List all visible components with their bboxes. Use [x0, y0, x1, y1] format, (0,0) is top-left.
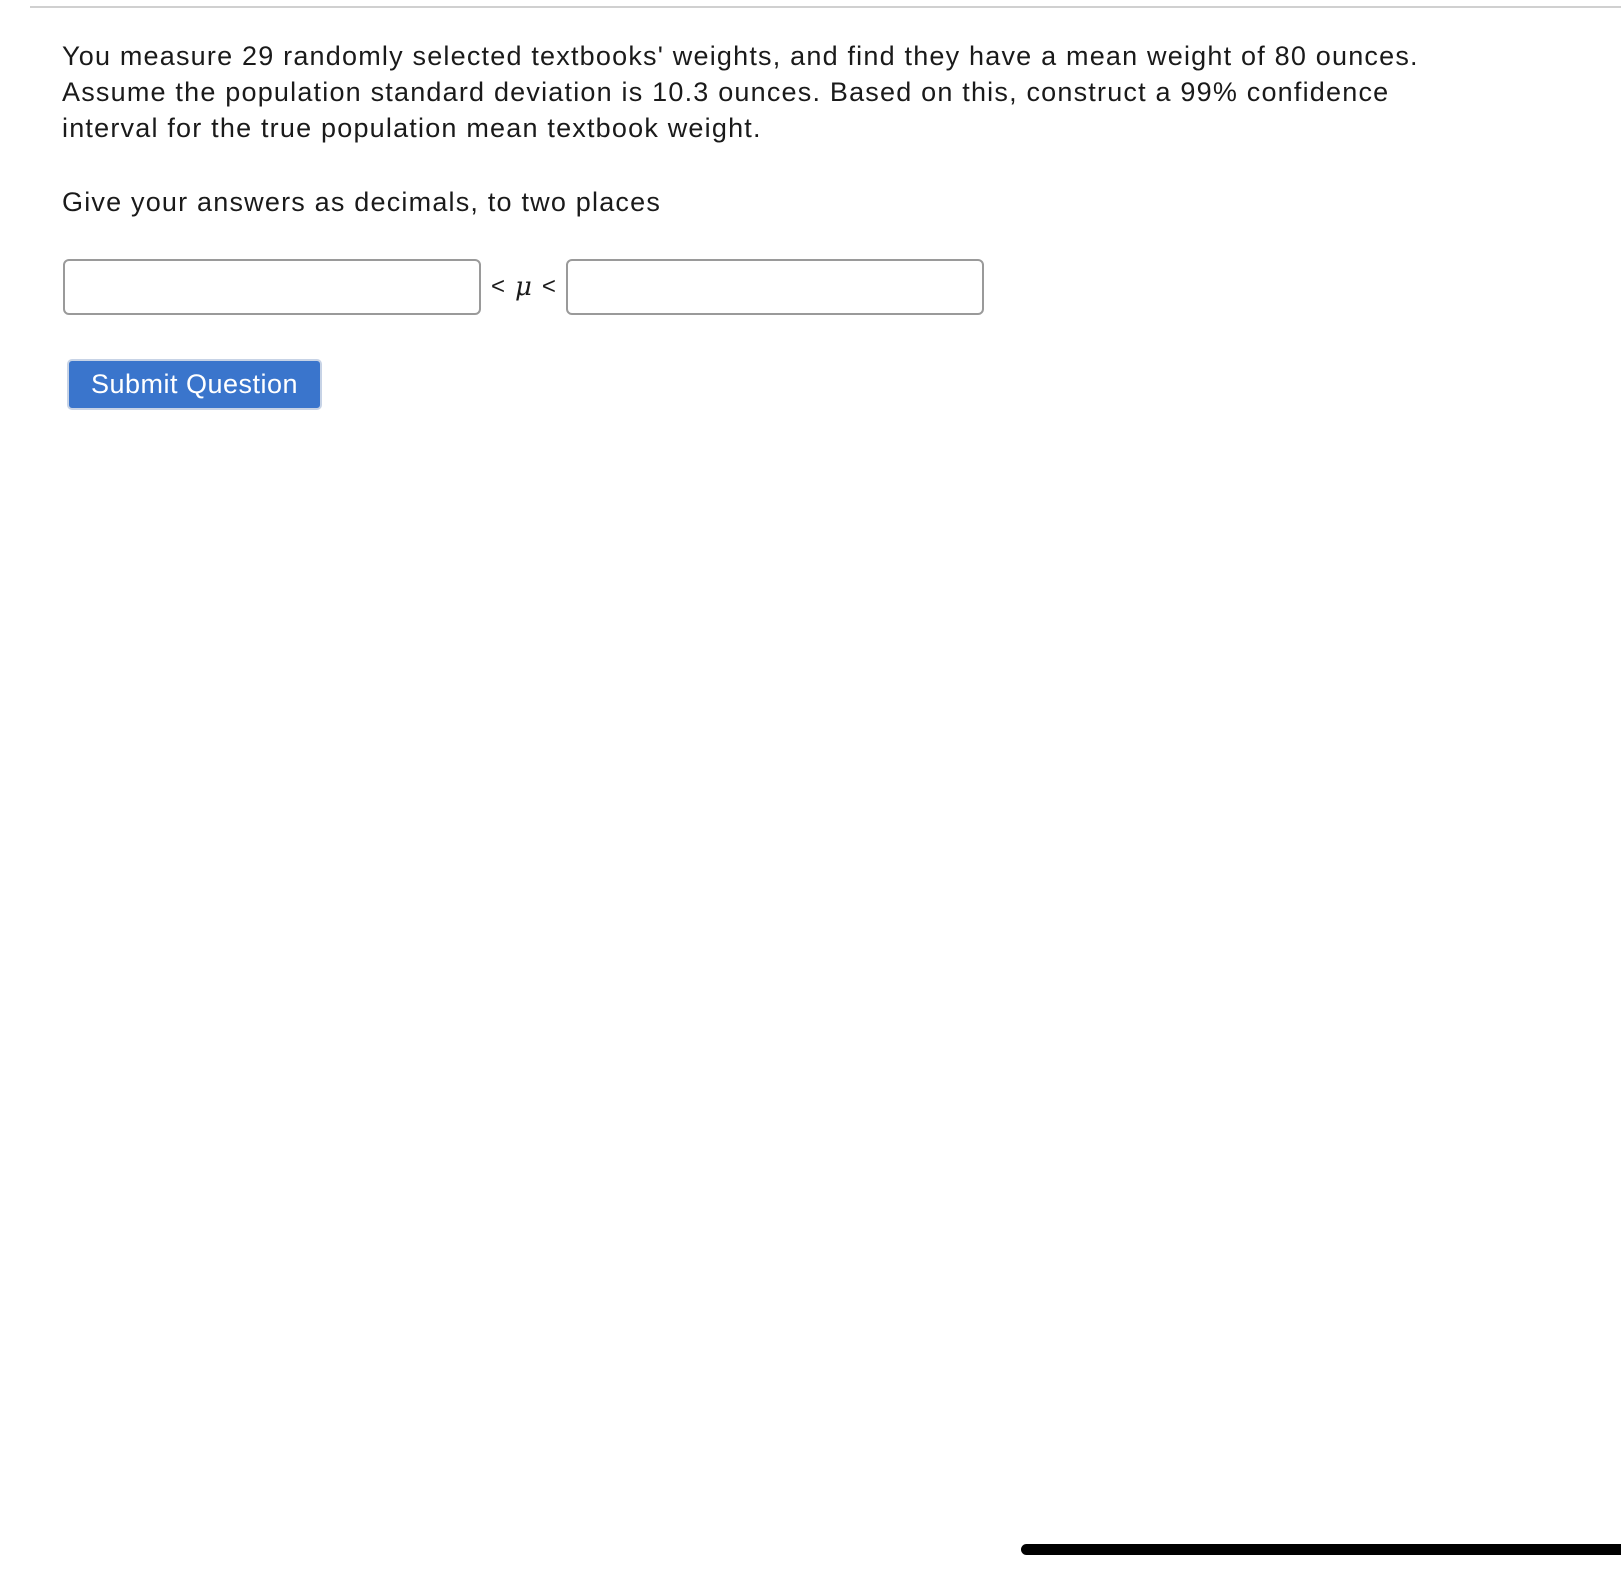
submit-question-button[interactable]: Submit Question [67, 359, 322, 410]
less-than-left: < [491, 273, 506, 300]
confidence-interval-row [63, 259, 984, 315]
instruction-text: Give your answers as decimals, to two places [62, 187, 662, 217]
lower-bound-input[interactable] [63, 259, 481, 315]
upper-bound-input[interactable] [566, 259, 984, 315]
less-than-right: < [541, 273, 556, 300]
mu-symbol: μ [515, 272, 532, 302]
home-indicator-bar [1021, 1544, 1621, 1555]
question-text: You measure 29 randomly selected textbooks' weights, and find they have a mean weight of 80 ounces. Assume the population standard deviation is 10.3 ounces. Based on this, construct a 99% confidence interval for the true population mean textbook weight. [62, 41, 1419, 143]
top-divider [30, 6, 1621, 8]
inequality [481, 272, 566, 302]
